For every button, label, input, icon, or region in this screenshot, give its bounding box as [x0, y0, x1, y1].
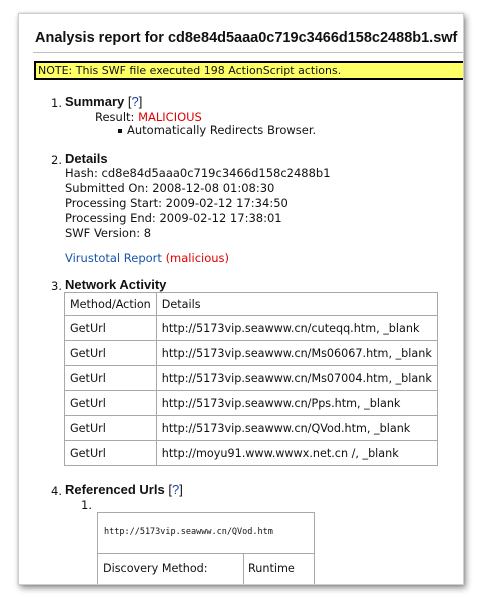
- result-label: Result:: [95, 110, 135, 124]
- detail-swf-version: SWF Version: 8: [65, 226, 152, 240]
- help-bracket-close: ]: [138, 94, 143, 109]
- virustotal-link[interactable]: Virustotal Report: [65, 251, 162, 265]
- help-bracket-open: [: [168, 482, 172, 497]
- table-row: [65, 341, 438, 366]
- referenced-heading: [65, 482, 183, 497]
- table-row: [65, 316, 438, 341]
- column-header-details: Details: [156, 293, 437, 316]
- help-bracket-open: [: [127, 94, 132, 109]
- detail-processing-end: Processing End: 2009-02-12 17:38:01: [65, 211, 282, 225]
- note-banner: NOTE: This SWF file executed 198 ActionScript actions.: [34, 61, 464, 80]
- table-row: [65, 366, 438, 391]
- detail-submitted: Submitted On: 2008-12-08 01:08:30: [65, 181, 275, 195]
- result-line: [95, 110, 202, 124]
- network-heading: Network Activity: [65, 277, 167, 292]
- summary-help: [128, 94, 142, 109]
- details-cell: http://5173vip.seawww.cn/QVod.htm, _blank: [156, 416, 437, 441]
- method-cell: GetUrl: [65, 341, 157, 366]
- virustotal-status: (malicious): [165, 251, 230, 265]
- referenced-help-link[interactable]: ?: [171, 482, 180, 497]
- help-bracket-close: ]: [179, 482, 183, 497]
- method-cell: GetUrl: [65, 316, 157, 341]
- virustotal-line: [65, 251, 229, 265]
- summary-help-link[interactable]: ?: [131, 94, 139, 109]
- network-table: [64, 292, 438, 466]
- section-number: 3.: [51, 279, 62, 293]
- table-row: [65, 416, 438, 441]
- method-cell: GetUrl: [65, 391, 157, 416]
- detail-processing-start: Processing Start: 2009-02-12 17:34:50: [65, 196, 288, 210]
- method-cell: GetUrl: [65, 416, 157, 441]
- referenced-url: http://5173vip.seawww.cn/QVod.htm: [104, 527, 273, 537]
- result-value: MALICIOUS: [138, 110, 202, 124]
- details-cell: http://5173vip.seawww.cn/Ms06067.htm, _blank: [156, 341, 437, 366]
- ref-item-number: 1.: [81, 498, 92, 512]
- table-row: [65, 441, 438, 466]
- section-number: 4.: [51, 484, 62, 498]
- section-number: 1.: [51, 96, 62, 110]
- discovery-value: Runtime: [248, 562, 295, 575]
- method-cell: GetUrl: [65, 366, 157, 391]
- details-cell: http://5173vip.seawww.cn/Ms07004.htm, _blank: [156, 366, 437, 391]
- details-heading: Details: [65, 151, 108, 166]
- summary-heading: [65, 94, 142, 109]
- bullet-icon: [118, 129, 122, 133]
- referenced-url-table: [97, 512, 315, 585]
- column-header-method: Method/Action: [65, 293, 157, 316]
- table-header-row: [65, 293, 438, 316]
- summary-title: Summary: [65, 94, 125, 109]
- discovery-label: Discovery Method:: [98, 554, 244, 585]
- details-cell: http://5173vip.seawww.cn/cuteqq.htm, _blank: [156, 316, 437, 341]
- referenced-title: Referenced Urls: [65, 482, 165, 497]
- table-row: [98, 553, 314, 585]
- title-divider: [33, 52, 463, 53]
- method-cell: GetUrl: [65, 441, 157, 466]
- referenced-help: [168, 482, 182, 497]
- table-row: [65, 391, 438, 416]
- report-window: [18, 13, 464, 585]
- section-number: 2.: [51, 153, 62, 167]
- page-title: Analysis report for cd8e84d5aaa0c719c3466d158c2488b1.swf: [35, 30, 458, 46]
- finding-item: Automatically Redirects Browser.: [127, 123, 317, 137]
- detail-hash: Hash: cd8e84d5aaa0c719c3466d158c2488b1: [65, 166, 331, 180]
- details-cell: http://5173vip.seawww.cn/Pps.htm, _blank: [156, 391, 437, 416]
- details-cell: http://moyu91.www.wwwx.net.cn /, _blank: [156, 441, 437, 466]
